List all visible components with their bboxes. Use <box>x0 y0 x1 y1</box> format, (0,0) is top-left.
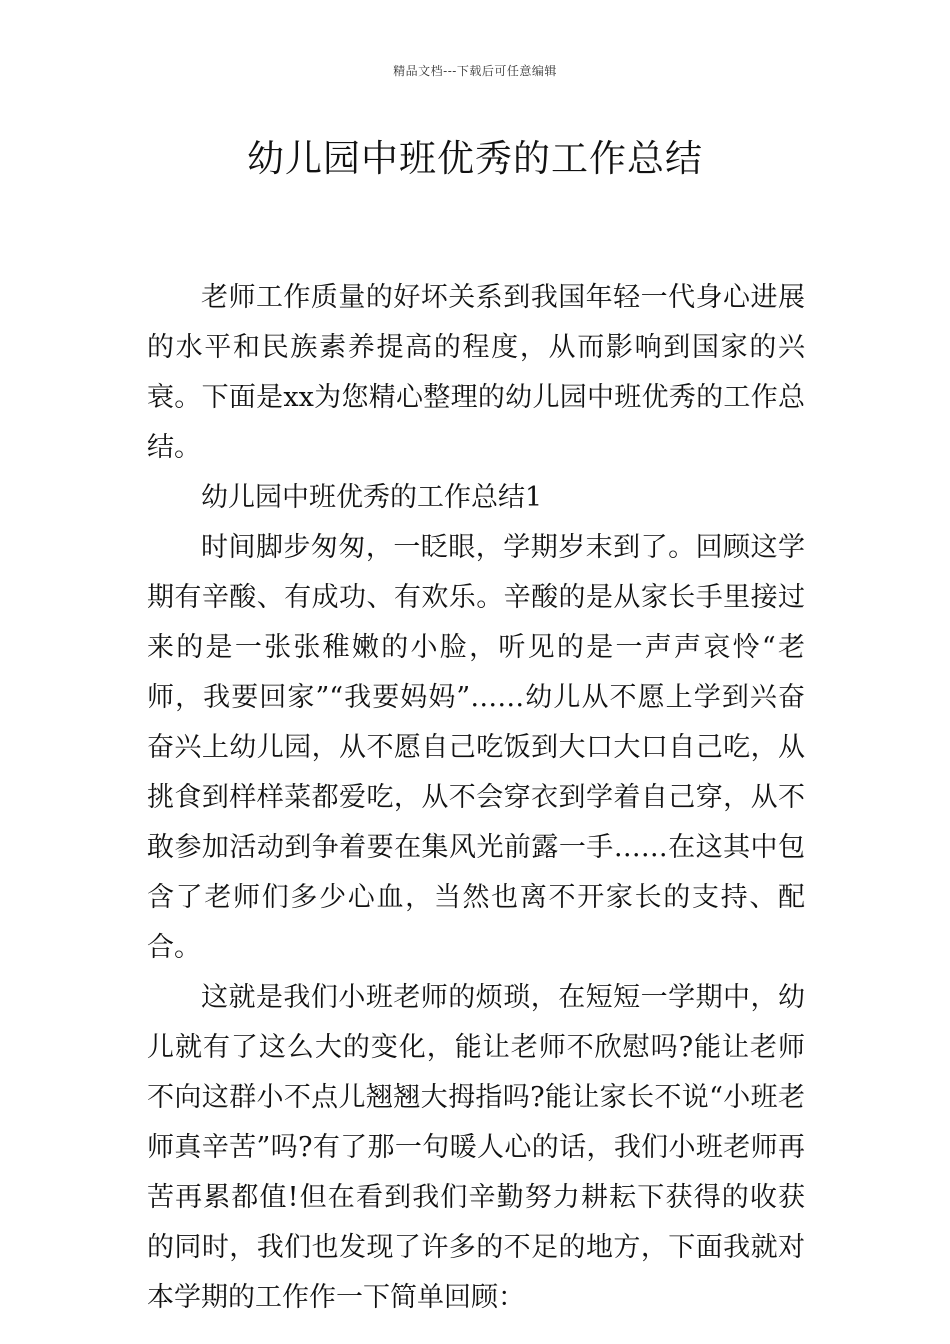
paragraph-review: 时间脚步匆匆，一眨眼，学期岁末到了。回顾这学期有辛酸、有成功、有欢乐。辛酸的是从家长手里接过来的是一张张稚嫩的小脸，听见的是一声声哀怜“老师，我要回家”“我要妈妈”……幼儿从不愿上学到兴奋奋兴上幼儿园，从不愿自己吃饭到大口大口自己吃，从挑食到样样菜都爱吃，从不会穿衣到学着自己穿，从不敢参加活动到争着要在集风光前露一手……在这其中包含了老师们多少心血，当然也离不开家长的支持、配合。 <box>147 532 805 963</box>
paragraph-intro: 老师工作质量的好坏关系到我国年轻一代身心进展的水平和民族素养提高的程度，从而影响到国家的兴衰。下面是xx为您精心整理的幼儿园中班优秀的工作总结。 <box>147 282 805 463</box>
document-body <box>147 273 805 1323</box>
header-note: 精品文档---下载后可任意编辑 <box>393 64 557 78</box>
document-title: 幼儿园中班优秀的工作总结 <box>247 137 703 180</box>
paragraph-reflection: 这就是我们小班老师的烦琐，在短短一学期中，幼儿就有了这么大的变化，能让老师不欣慰吗?能让老师不向这群小不点儿翘翘大拇指吗?能让家长不说“小班老师真辛苦”吗?有了那一句暖人心的话，我们小班老师再苦再累都值!但在看到我们辛勤努力耕耘下获得的收获的同时，我们也发现了许多的不足的地方，下面我就对本学期的工作作一下简单回顾： <box>147 982 805 1313</box>
section-heading: 幼儿园中班优秀的工作总结1 <box>201 482 543 513</box>
